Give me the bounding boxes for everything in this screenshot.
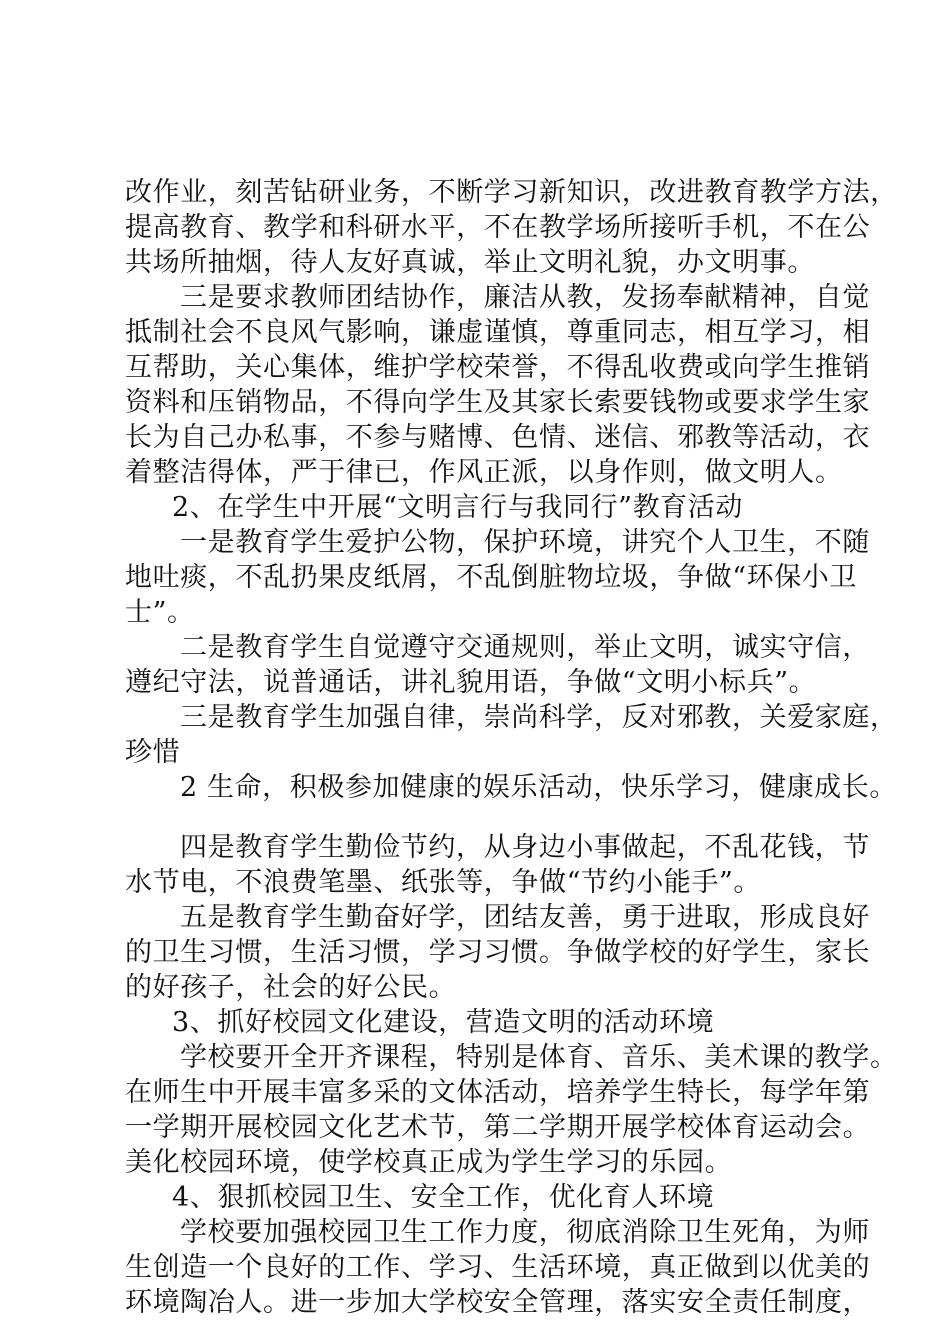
paragraph-start-line: 一是教育学生爱护公物，保护环境，讲究个人卫生，不随 (180, 527, 870, 558)
text-line: 遵纪守法，说普通话，讲礼貌用语，争做“文明小标兵”。 (125, 667, 817, 698)
section-heading: 3、抓好校园文化建设，营造文明的活动环境 (172, 1007, 715, 1038)
section-heading: 2、在学生中开展“文明言行与我同行”教育活动 (172, 492, 743, 523)
text-line: 水节电，不浪费笔墨、纸张等，争做“节约小能手”。 (125, 867, 762, 898)
paragraph-start-line: 二是教育学生自觉遵守交通规则，举止文明，诚实守信， (180, 632, 870, 663)
text-line: 改作业，刻苦钻研业务，不断学习新知识，改进教育教学方法， (125, 177, 898, 208)
text-line: 的卫生习惯，生活习惯，学习习惯。争做学校的好学生，家长 (125, 937, 871, 968)
paragraph-start-line: 学校要开全开齐课程，特别是体育、音乐、美术课的教学。 (180, 1042, 898, 1073)
text-line: 互帮助，关心集体，维护学校荣誉，不得乱收费或向学生推销 (125, 352, 871, 383)
paragraph-start-line: 四是教育学生勤俭节约，从身边小事做起，不乱花钱，节 (180, 832, 870, 863)
text-line: 美化校园环境，使学校真正成为学生学习的乐园。 (125, 1147, 733, 1178)
text-line: 共场所抽烟，待人友好真诚，举止文明礼貌，办文明事。 (125, 247, 815, 278)
paragraph-start-line: 三是要求教师团结协作，廉洁从教，发扬奉献精神，自觉 (180, 282, 870, 313)
section-heading: 4、狠抓校园卫生、安全工作，优化育人环境 (172, 1182, 715, 1213)
text-line: 地吐痰，不乱扔果皮纸屑，不乱倒脏物垃圾，争做“环保小卫 (125, 562, 858, 593)
text-line: 抵制社会不良风气影响，谦虚谨慎，尊重同志，相互学习，相 (125, 317, 871, 348)
paragraph-start-line: 五是教育学生勤奋好学，团结友善，勇于进取，形成良好 (180, 902, 870, 933)
paragraph-start-line: 学校要加强校园卫生工作力度，彻底消除卫生死角，为师 (180, 1217, 870, 1248)
text-line: 生创造一个良好的工作、学习、生活环境，真正做到以优美的 (125, 1252, 871, 1283)
text-line: 的好孩子，社会的好公民。 (125, 972, 457, 1003)
text-line: 环境陶冶人。进一步加大学校安全管理，落实安全责任制度， (125, 1287, 871, 1318)
paragraph-start-line: 2 生命，积极参加健康的娱乐活动，快乐学习，健康成长。 (180, 772, 897, 803)
text-line: 士”。 (125, 597, 195, 628)
text-line: 在师生中开展丰富多采的文体活动，培养学生特长，每学年第 (125, 1077, 871, 1108)
text-line: 长为自己办私事，不参与赌博、色情、迷信、邪教等活动，衣 (125, 422, 871, 453)
text-line: 着整洁得体，严于律已，作风正派，以身作则，做文明人。 (125, 457, 843, 488)
text-line: 资料和压销物品，不得向学生及其家长索要钱物或要求学生家 (125, 387, 871, 418)
text-line: 珍惜 (125, 737, 181, 768)
text-line: 一学期开展校园文化艺术节，第二学期开展学校体育运动会。 (125, 1112, 871, 1143)
text-line: 提高教育、教学和科研水平，不在教学场所接听手机，不在公 (125, 212, 871, 243)
paragraph-start-line: 三是教育学生加强自律，崇尚科学，反对邪教，关爱家庭， (180, 702, 898, 733)
